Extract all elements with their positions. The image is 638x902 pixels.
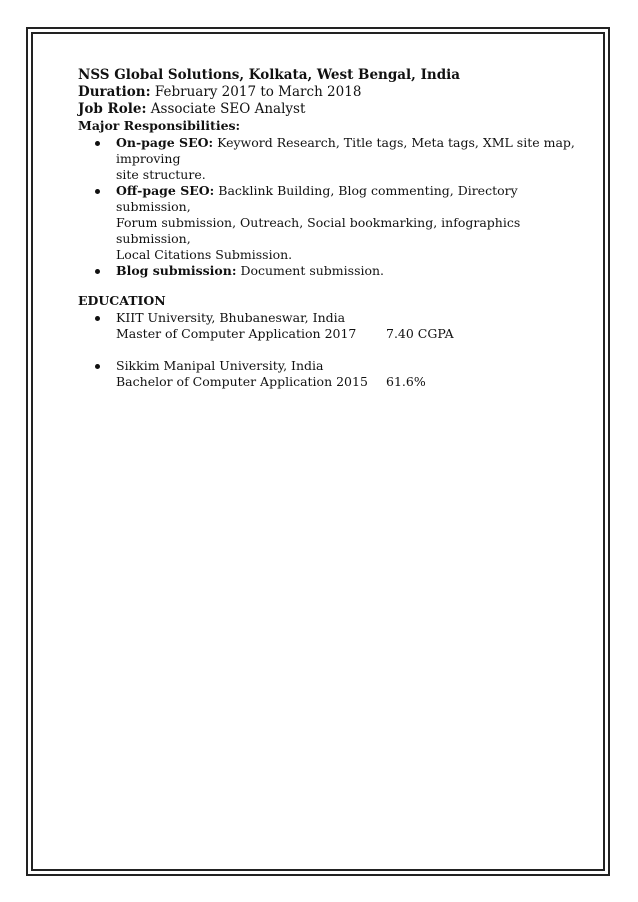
- degree-name: Master of Computer Application 2017: [116, 326, 357, 341]
- degree-row: [116, 326, 578, 342]
- responsibility-text: Local Citations Submission.: [116, 247, 293, 262]
- duration-line: [78, 84, 578, 101]
- job-role-value: Associate SEO Analyst: [150, 101, 306, 117]
- bullet-icon: [95, 316, 100, 321]
- responsibility-text: Document submission.: [240, 263, 385, 278]
- degree-score: 61.6%: [386, 374, 426, 389]
- institution-name: KIIT University, Bhubaneswar, India: [116, 310, 346, 325]
- bullet-icon: [95, 269, 100, 274]
- list-item: [78, 135, 578, 183]
- list-item: [78, 263, 578, 279]
- responsibility-text: Forum submission, Outreach, Social bookmarking, infographics submission,: [116, 215, 521, 246]
- responsibilities-list: [78, 135, 578, 279]
- bullet-icon: [95, 141, 100, 146]
- job-role-label: Job Role:: [78, 101, 147, 117]
- responsibility-label: Blog submission:: [116, 263, 237, 278]
- duration-value: February 2017 to March 2018: [154, 84, 362, 100]
- resume-content: [78, 66, 578, 390]
- job-role-line: [78, 101, 578, 118]
- responsibility-label: On-page SEO:: [116, 135, 214, 150]
- responsibility-text: site structure.: [116, 167, 206, 182]
- list-item: [78, 310, 578, 342]
- responsibility-label: Off-page SEO:: [116, 183, 215, 198]
- responsibility-text: Backlink Building, Blog commenting, Directory submission,: [116, 183, 518, 214]
- list-item: [78, 358, 578, 390]
- duration-label: Duration:: [78, 84, 151, 100]
- bullet-icon: [95, 364, 100, 369]
- responsibility-text: Keyword Research, Title tags, Meta tags, XML site map, improving: [116, 135, 575, 166]
- institution-name: Sikkim Manipal University, India: [116, 358, 324, 373]
- education-heading: EDUCATION: [78, 293, 166, 308]
- degree-score: 7.40 CGPA: [386, 326, 454, 341]
- employer-heading: NSS Global Solutions, Kolkata, West Bengal, India: [78, 67, 461, 83]
- degree-row: [116, 374, 578, 390]
- bullet-icon: [95, 189, 100, 194]
- list-item: [78, 183, 578, 263]
- responsibilities-heading: Major Responsibilities:: [78, 118, 241, 133]
- degree-name: Bachelor of Computer Application 2015: [116, 374, 368, 389]
- education-list: [78, 310, 578, 390]
